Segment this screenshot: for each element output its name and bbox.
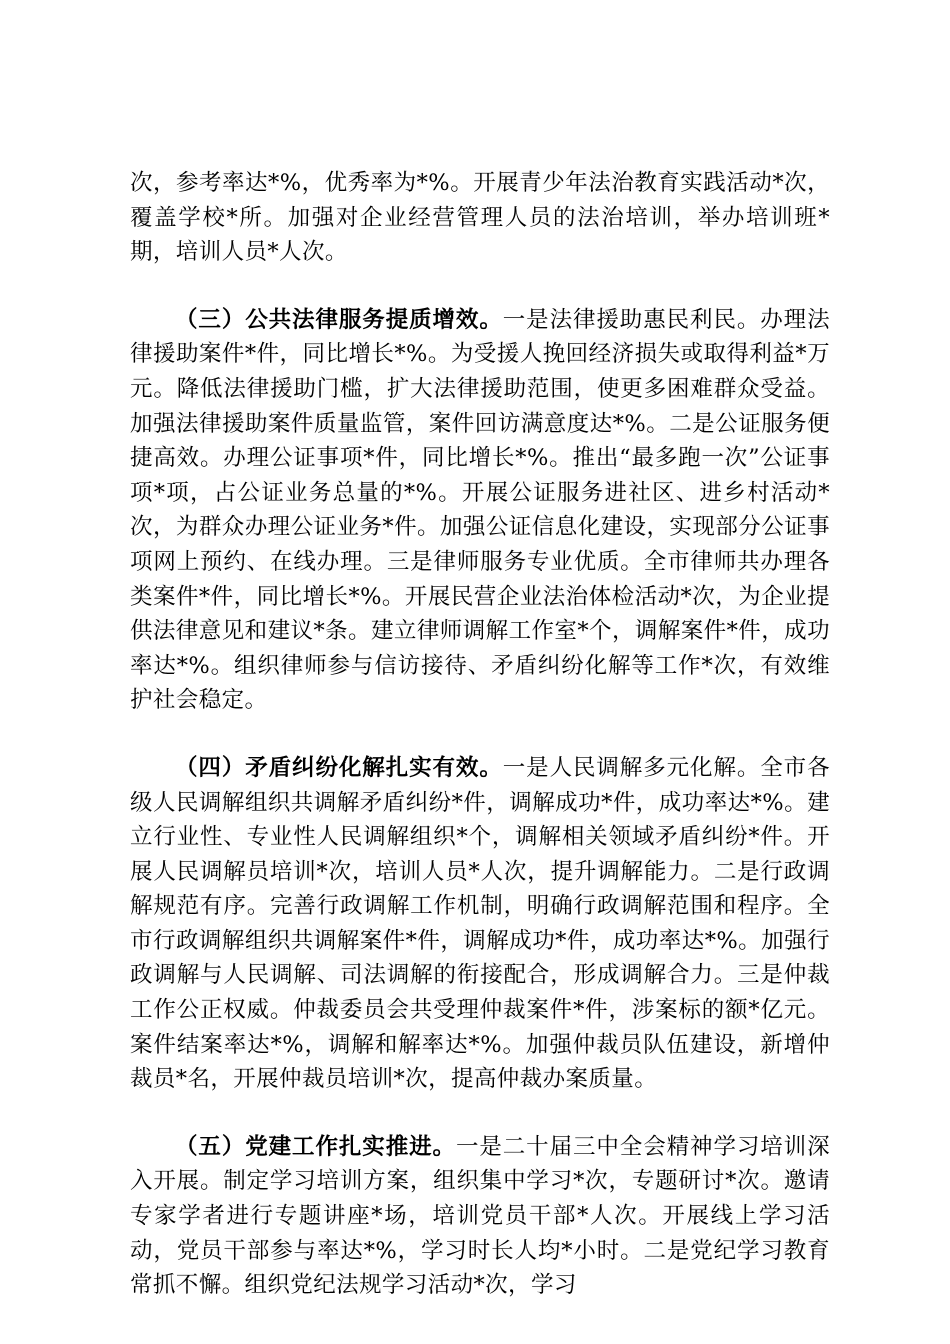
section-heading: （五）党建工作扎实推进。 [175, 1133, 456, 1160]
document-page [130, 166, 830, 1303]
paragraph-body: 一是法律援助惠民利民。办理法律援助案件*件，同比增长*%。为受援人挽回经济损失或取得利益*万元。降低法律援助门槛，扩大法律援助范围，使更多困难群众受益。加强法律援助案件质量监管，案件回访满意度达*%。二是公证服务便捷高效。办理公证事项*件，同比增长*%。推出“最多跑一次”公证事项*项，占公证业务总量的*%。开展公证服务进社区、进乡村活动*次，为群众办理公证业务*件。加强公证信息化建设，实现部分公证事项网上预约、在线办理。三是律师服务专业优质。全市律师共办理各类案件*件，同比增长*%。开展民营企业法治体检活动*次，为企业提供法律意见和建议*条。建立律师调解工作室*个，调解案件*件，成功率达*%。组织律师参与信访接待、矛盾纠纷化解等工作*次，有效维护社会稳定。 [130, 306, 830, 714]
paragraph-gap [130, 718, 830, 751]
paragraph-body: 一是二十届三中全会精神学习培训深入开展。制定学习培训方案，组织集中学习*次，专题研讨*次。邀请专家学者进行专题讲座*场，培训党员干部*人次。开展线上学习活动，党员干部参与率达*%，学习时长人均*小时。二是党纪学习教育常抓不懈。组织党纪法规学习活动*次，学习 [130, 1133, 830, 1299]
paragraph-gap [130, 270, 830, 303]
paragraph-party-building [130, 1130, 830, 1303]
paragraph-body: 次，参考率达*%，优秀率为*%。开展青少年法治教育实践活动*次，覆盖学校*所。加强对企业经营管理人员的法治培训，举办培训班*期，培训人员*人次。 [130, 170, 830, 266]
paragraph-continuation [130, 166, 830, 270]
paragraph-dispute-resolution [130, 751, 830, 1097]
paragraph-gap [130, 1097, 830, 1130]
section-heading: （三）公共法律服务提质增效。 [175, 306, 503, 333]
paragraph-public-legal-services [130, 303, 830, 718]
section-heading: （四）矛盾纠纷化解扎实有效。 [175, 754, 503, 781]
paragraph-body: 一是人民调解多元化解。全市各级人民调解组织共调解矛盾纠纷*件，调解成功*件，成功率达*%。建立行业性、专业性人民调解组织*个，调解相关领域矛盾纠纷*件。开展人民调解员培训*次，培训人员*人次，提升调解能力。二是行政调解规范有序。完善行政调解工作机制，明确行政调解范围和程序。全市行政调解组织共调解案件*件，调解成功*件，成功率达*%。加强行政调解与人民调解、司法调解的衔接配合，形成调解合力。三是仲裁工作公正权威。仲裁委员会共受理仲裁案件*件，涉案标的额*亿元。案件结案率达*%，调解和解率达*%。加强仲裁员队伍建设，新增仲裁员*名，开展仲裁员培训*次，提高仲裁办案质量。 [130, 754, 830, 1093]
